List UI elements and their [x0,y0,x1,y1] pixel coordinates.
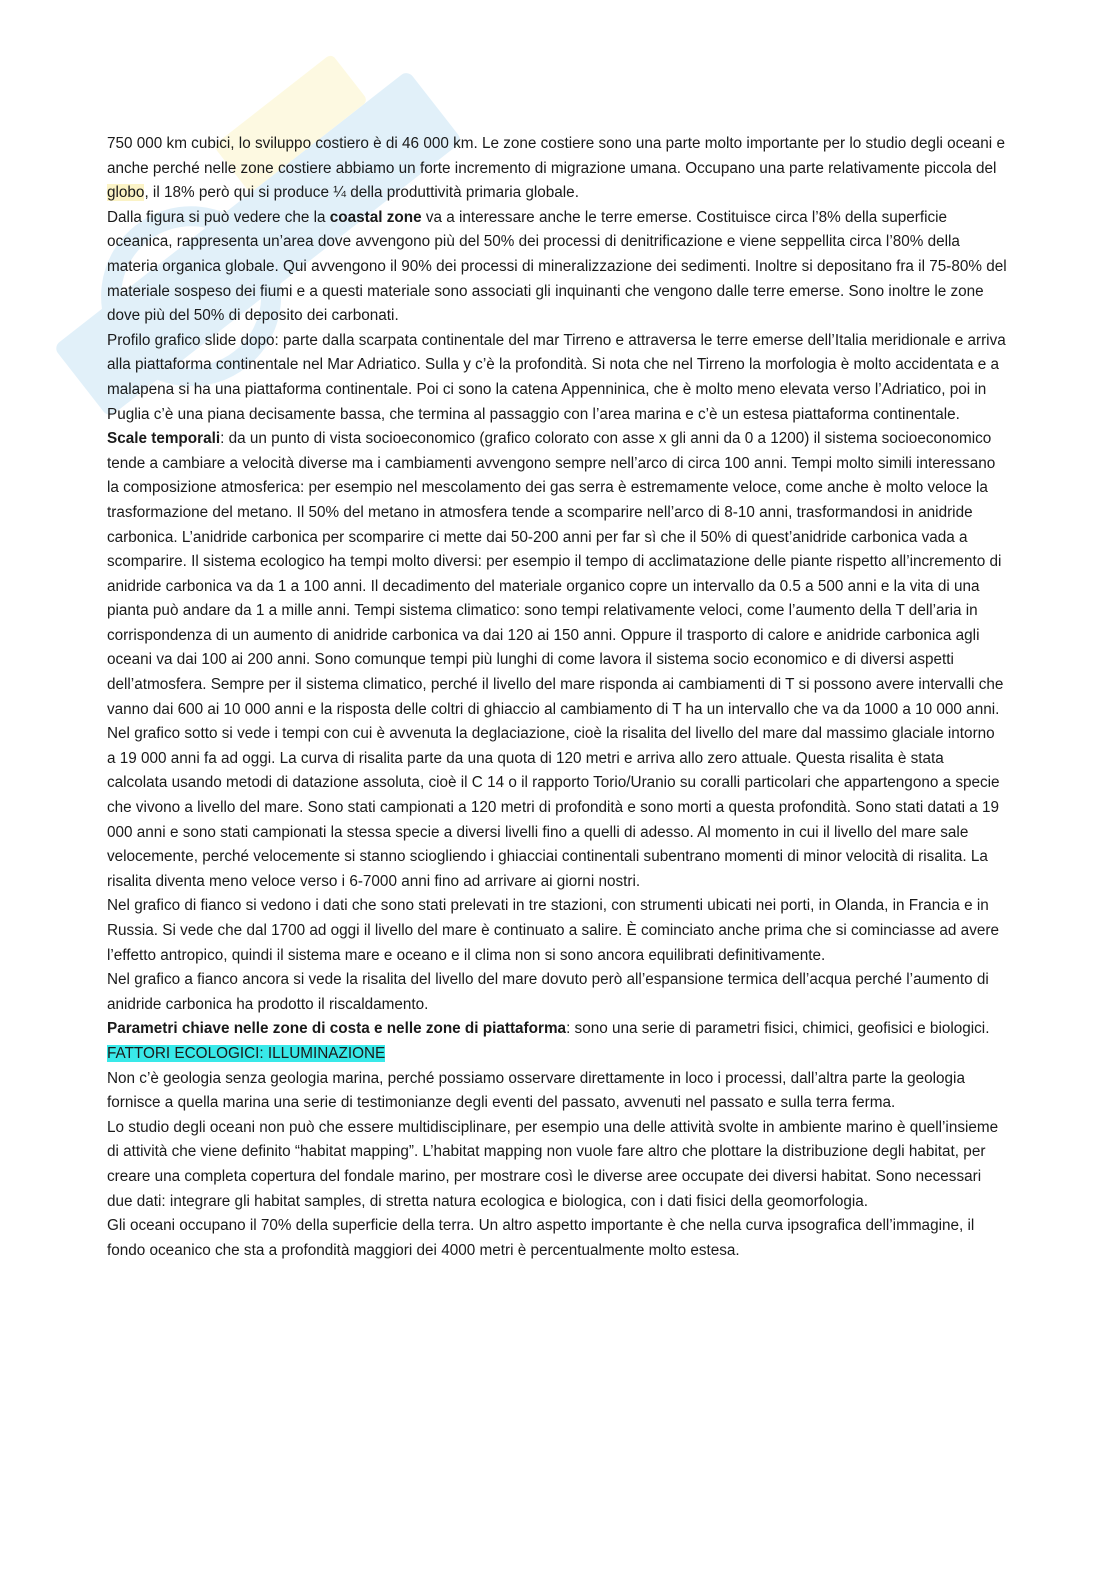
highlighted-heading: FATTORI ECOLOGICI: ILLUMINAZIONE [107,1044,386,1062]
paragraph-p4 [107,427,1007,722]
paragraph-p8 [107,1017,1007,1042]
text-run: Dalla figura si può vedere che la [107,208,330,226]
paragraph-p11 [107,1116,1007,1214]
text-run: Profilo grafico slide dopo: parte dalla scarpata continentale del mar Tirreno e attraversa le terre emerse dell’Italia meridionale e arriva alla piattaforma continentale nel Mar Adriatico. Sulla y c’è la profondità. Si nota che nel Tirreno la morfologia è molto accidentata e a malapena si ha una piattaforma continentale. Poi ci sono la catena Appenninica, che è molto meno elevata verso l’Adriatico, poi in Puglia c’è una piana decisamente bassa, che termina al passaggio con l’area marina e c’è un estesa piattaforma continentale. [107,331,1006,423]
highlighted-text: globo [107,184,145,202]
text-run: 750 000 km cubici, lo sviluppo costiero è di 46 000 km. Le zone costiere sono una parte molto importante per lo studio degli oceani e anche perché nelle zone costiere abbiamo un forte incremento di migrazione umana. Occupano una parte relativamente piccola del [107,135,1005,177]
text-run: : da un punto di vista socioeconomico (grafico colorato con asse x gli anni da 0 a 1200) il sistema socioeconomico tende a cambiare a velocità diverse ma i cambiamenti avvengono sempre nell’arco di circa 100 anni. Tempi molto simili interessano la composizione atmosferica: per esempio nel mescolamento dei gas serra è estremamente veloce, come anche è molto veloce la trasformazione del metano. Il 50% del metano in atmosfera tende a scomparire nell’arco di 8-10 anni, trasformandosi in anidride carbonica. L’anidride carbonica per scomparire ci mette dai 50-200 anni per far sì che il 50% di quest’anidride carbonica vada a scomparire. Il sistema ecologico ha tempi molto diversi: per esempio il tempo di acclimatazione delle piante rispetto all’incremento di anidride carbonica va da 1 a 100 anni. Il decadimento del materiale organico copre un intervallo da 0.5 a 500 anni e la vita di una pianta può andare da 1 a mille anni. Tempi sistema climatico: sono tempi relativamente veloci, come l’aumento della T dell’aria in corrispondenza di un aumento di anidride carbonica va dai 120 ai 150 anni. Oppure il trasporto di calore e anidride carbonica agli oceani va dai 100 ai 200 anni. Sono comunque tempi più lunghi di come lavora il sistema socio economico e di diversi aspetti dell’atmosfera. Sempre per il sistema climatico, perché il livello del mare risponda ai cambiamenti di T si possono avere intervalli che vanno dai 600 ai 10 000 anni e la risposta delle coltri di ghiaccio al cambiamento di T ha un intervallo che va da 1000 a 10 000 anni. [107,430,1004,718]
text-run: va a interessare anche le terre emerse. Costituisce circa l’8% della superficie oceanica, rappresenta un’area dove avvengono più del 50% dei processi di denitrificazione e viene seppellita circa l’80% della materia organica globale. Qui avvengono il 90% dei processi di mineralizzazione dei sedimenti. Inoltre si depositano fra il 75-80% del materiale sospeso dei fiumi e a questi materiale sono associati gli inquinanti che vengono dalle terre emerse. Sono inoltre le zone dove più del 50% di deposito dei carbonati. [107,208,1007,325]
paragraph-p3 [107,329,1007,427]
bold-term: Scale temporali [107,430,221,448]
paragraph-p5 [107,722,1007,894]
paragraph-p2 [107,206,1007,329]
paragraph-p9 [107,1042,1007,1067]
text-run: Nel grafico a fianco ancora si vede la risalita del livello del mare dovuto però all’espansione termica dell’acqua perché l’aumento di anidride carbonica ha prodotto il riscaldamento. [107,971,989,1013]
paragraph-p10 [107,1067,1007,1116]
text-run: Non c’è geologia senza geologia marina, perché possiamo osservare direttamente in loco i processi, dall’altra parte la geologia fornisce a quella marina una serie di testimonianze degli eventi del passato, avvenuti nel passato e sulla terra ferma. [107,1069,965,1112]
text-run: : sono una serie di parametri fisici, chimici, geofisici e biologici. [566,1020,990,1038]
text-run: Lo studio degli oceani non può che essere multidisciplinare, per esempio una delle attività svolte in ambiente marino è quell’insieme di attività che viene definito “habitat mapping”. L’habitat mapping non vuole fare altro che plottare la distribuzione degli habitat, per creare una completa copertura del fondale marino, per mostrare così le diverse aree occupate dei diversi habitat. Sono necessari due dati: integrare gli habitat samples, di stretta natura ecologica e biologica, con i dati fisici della geomorfologia. [107,1118,999,1210]
text-run: , il 18% però qui si produce ¼ della produttività primaria globale. [144,184,579,202]
paragraph-p6 [107,894,1007,968]
paragraph-p12 [107,1214,1007,1263]
document-body [107,132,1007,1263]
paragraph-p1 [107,132,1007,206]
text-run: Gli oceani occupano il 70% della superficie della terra. Un altro aspetto importante è che nella curva ipsografica dell’immagine, il fondo oceanico che sta a profondità maggiori dei 4000 metri è percentualmente molto estesa. [107,1217,975,1259]
paragraph-p7 [107,968,1007,1017]
text-run: Nel grafico sotto si vede i tempi con cui è avvenuta la deglaciazione, cioè la risalita del livello del mare dal massimo glaciale intorno a 19 000 anni fa ad oggi. La curva di risalita parte da una quota di 120 metri e arriva allo zero attuale. Questa risalita è stata calcolata usando metodi di datazione assoluta, cioè il C 14 o il rapporto Torio/Uranio su coralli particolari che appartengono a specie che vivono a livello del mare. Sono stati campionati a 120 metri di profondità e sono morti a questa profondità. Sono stati datati a 19 000 anni e sono stati campionati la stessa specie a diversi livelli fino a quelli di adesso. Al momento in cui il livello del mare sale velocemente, perché velocemente si stanno sciogliendo i ghiacciai continentali subentrano momenti di minor velocità di risalita. La risalita diventa meno veloce verso i 6-7000 anni fino ad arrivare ai giorni nostri. [107,725,1000,890]
bold-term: Parametri chiave nelle zone di costa e nelle zone di piattaforma [107,1020,567,1038]
bold-term: coastal zone [329,208,422,226]
text-run: Nel grafico di fianco si vedono i dati che sono stati prelevati in tre stazioni, con strumenti ubicati nei porti, in Olanda, in Francia e in Russia. Si vede che dal 1700 ad oggi il livello del mare è continuato a salire. È cominciato anche prima che si cominciasse ad avere l’effetto antropico, quindi il sistema mare e oceano e il clima non si sono ancora equilibrati definitivamente. [107,897,999,964]
